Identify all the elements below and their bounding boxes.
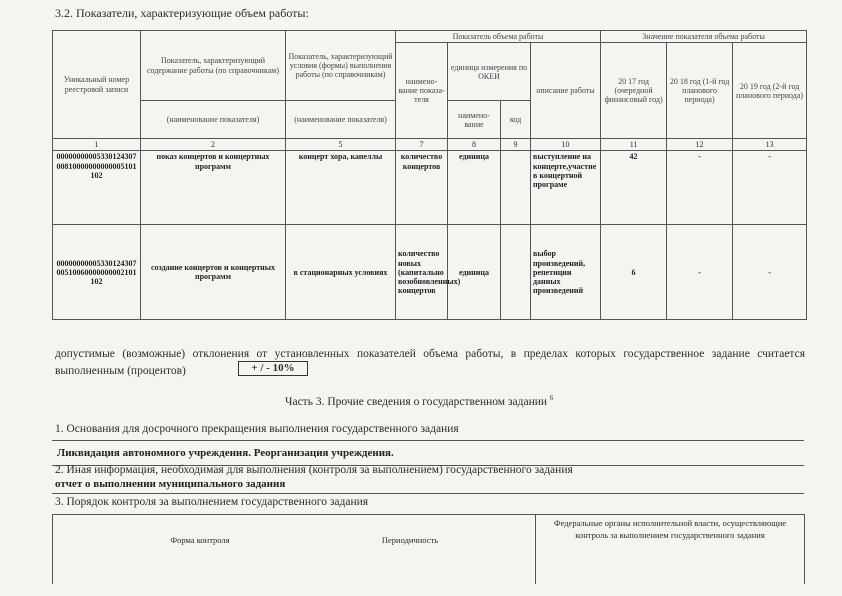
part3-title-text: Часть 3. Прочие сведения о государственном задании [285, 395, 548, 408]
col-number: 8 [448, 139, 501, 151]
row-unit: единица [448, 225, 501, 320]
part3-title [285, 394, 553, 408]
control-table-border [52, 514, 53, 584]
col-number: 7 [396, 139, 448, 151]
row-indicator-name: количество новых (капитально возобновленных) концертов [396, 225, 448, 320]
header-unit-code: код [501, 101, 531, 139]
col-number: 1 [53, 139, 141, 151]
table-row [53, 151, 807, 225]
header-content-indicator: Показатель, характеризующий содержание работы (по справочникам) [141, 31, 286, 101]
deviation-label: допустимые (возможные) отклонения от установленных показателей объема работы, в пределах которых государственное задание считается выполненным (процентов) [55, 348, 805, 378]
deviation-text [55, 346, 805, 381]
col-number: 13 [733, 139, 807, 151]
header-volume-value: Значение показателя объема работы [601, 31, 807, 43]
row-year-3: - [733, 225, 807, 320]
header-volume-indicator: Показатель объема работы [396, 31, 601, 43]
control-table-top [52, 514, 804, 515]
row-indicator-name: количество концертов [396, 151, 448, 225]
header-unique-number: Уникальный номер реестровой записи [53, 31, 141, 139]
header-indicator-name-1: (наименование показателя) [141, 101, 286, 139]
control-col-authorities: Федеральные органы исполнительной власти, осуществляющие контроль за выполнением государственного задания [553, 518, 787, 540]
col-number: 9 [501, 139, 531, 151]
section-title: 3.2. Показатели, характеризующие объем работы: [55, 6, 309, 20]
header-unit-name: наимено-вание [448, 101, 501, 139]
control-col-periodicity: Периодичность [381, 535, 439, 545]
volume-table [52, 30, 807, 320]
row-content: создание концертов и концертных программ [141, 225, 286, 320]
row-year-1: 6 [601, 225, 667, 320]
col-number: 5 [286, 139, 396, 151]
header-unit: единица измерения по ОКЕИ [448, 43, 531, 101]
row-year-2: - [667, 225, 733, 320]
row-conditions: в стационарных условиях [286, 225, 396, 320]
control-col-form: Форма контроля [170, 535, 230, 545]
divider [52, 493, 804, 494]
row-description: выбор произведений, репетиции данных произведений [531, 225, 601, 320]
item1-label: 1. Основания для досрочного прекращения выполнения государственного задания [55, 423, 459, 435]
row-id: 0000000000533012430700810000000000005101102 [53, 151, 141, 225]
row-year-1: 42 [601, 151, 667, 225]
row-conditions: концерт хора, капеллы [286, 151, 396, 225]
table-row [53, 225, 807, 320]
item2-value: отчет о выполнении муниципального задания [55, 478, 286, 490]
col-number: 10 [531, 139, 601, 151]
item1-value: Ликвидация автономного учреждения. Реорганизация учреждения. [57, 447, 394, 459]
header-description: описание работы [531, 43, 601, 139]
row-content: показ концертов и концертных программ [141, 151, 286, 225]
col-number: 2 [141, 139, 286, 151]
part3-footnote: 6 [549, 394, 554, 402]
header-conditions-indicator: Показатель, характеризующий условия (формы) выполнения работы (по справочникам) [286, 31, 396, 101]
row-code [501, 151, 531, 225]
item2-label: 2. Иная информация, необходимая для выполнения (контроля за выполнением) государственного задания [55, 464, 573, 476]
header-year-1: 20 17 год (очередной финансовый год) [601, 43, 667, 139]
row-code [501, 225, 531, 320]
row-description: выступление на концерте,участие в концертной програме [531, 151, 601, 225]
row-id: 0000000000533012430700510060000000002101102 [53, 225, 141, 320]
row-year-3: - [733, 151, 807, 225]
control-table-border [804, 514, 805, 584]
item3-label: 3. Порядок контроля за выполнением государственного задания [55, 496, 369, 508]
deviation-value: + / - 10% [238, 361, 308, 376]
col-number: 11 [601, 139, 667, 151]
row-year-2: - [667, 151, 733, 225]
row-unit: единица [448, 151, 501, 225]
header-name: наимено-вание показа-теля [396, 43, 448, 139]
control-table-border [535, 514, 536, 584]
header-year-2: 20 18 год (1-й год планового периода) [667, 43, 733, 139]
header-year-3: 20 19 год (2-й год планового периода) [733, 43, 807, 139]
col-number: 12 [667, 139, 733, 151]
header-indicator-name-2: (наименование показателя) [286, 101, 396, 139]
